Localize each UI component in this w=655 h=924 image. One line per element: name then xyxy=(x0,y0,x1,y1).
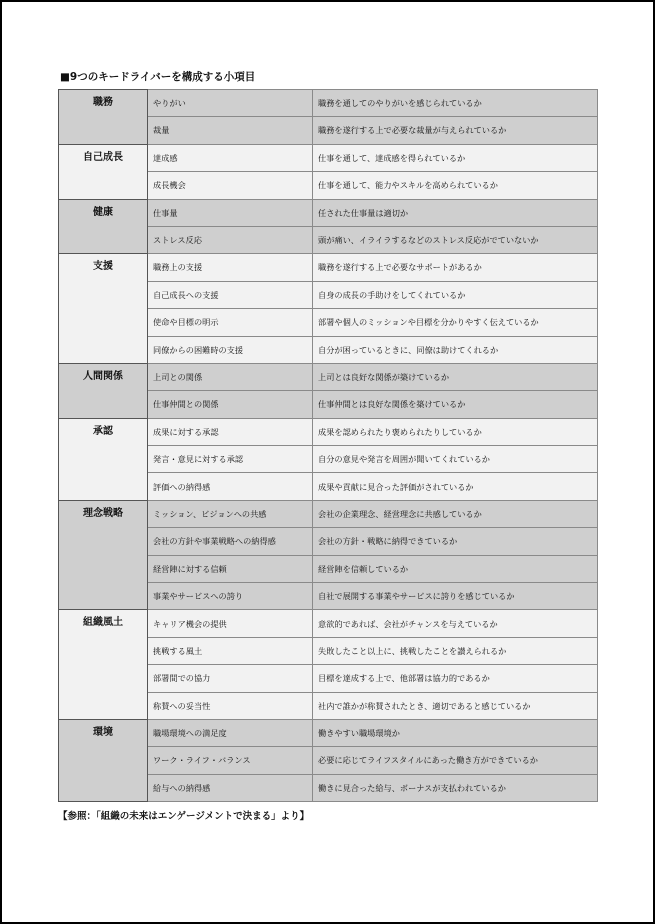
driver-name: 自己成長 xyxy=(59,144,148,199)
driver-name: 組織風土 xyxy=(59,610,148,720)
sub-item-label: 事業やサービスへの誇り xyxy=(148,583,313,610)
sub-item-description: 仕事仲間とは良好な関係を築けているか xyxy=(313,391,598,418)
sub-item-description: 働きやすい職場環境か xyxy=(313,719,598,746)
sub-item-description: 失敗したこと以上に、挑戦したことを讃えられるか xyxy=(313,637,598,664)
sub-item-description: 成果や貢献に見合った評価がされているか xyxy=(313,473,598,500)
sub-item-label: 職務上の支援 xyxy=(148,254,313,281)
source-note: 【参照：「組織の未来はエンゲージメントで決まる」より】 xyxy=(58,811,310,822)
driver-name: 健康 xyxy=(59,199,148,254)
driver-name: 理念戦略 xyxy=(59,500,148,610)
table-row xyxy=(59,500,598,527)
sub-item-description: 成果を認められたり褒められたりしているか xyxy=(313,418,598,445)
sub-item-label: ワーク・ライフ・バランス xyxy=(148,747,313,774)
sub-item-label: 部署間での協力 xyxy=(148,665,313,692)
sub-item-description: 働きに見合った給与、ボーナスが支払われているか xyxy=(313,774,598,801)
sub-item-label: やりがい xyxy=(148,90,313,117)
key-driver-table xyxy=(58,89,598,802)
sub-item-label: 会社の方針や事業戦略への納得感 xyxy=(148,528,313,555)
sub-item-label: 裁量 xyxy=(148,117,313,144)
sub-item-description: 職務を遂行する上で必要な裁量が与えられているか xyxy=(313,117,598,144)
driver-name: 人間関係 xyxy=(59,363,148,418)
table-row xyxy=(59,90,598,117)
table-row xyxy=(59,254,598,281)
table-row xyxy=(59,610,598,637)
sub-item-label: 成果に対する承認 xyxy=(148,418,313,445)
sub-item-description: 自分が困っているときに、同僚は助けてくれるか xyxy=(313,336,598,363)
sub-item-description: 仕事を通して、達成感を得られているか xyxy=(313,144,598,171)
sub-item-description: 上司とは良好な関係が築けているか xyxy=(313,363,598,390)
sub-item-label: 評価への納得感 xyxy=(148,473,313,500)
sub-item-description: 意欲的であれば、会社がチャンスを与えているか xyxy=(313,610,598,637)
driver-name: 職務 xyxy=(59,90,148,145)
table-row xyxy=(59,719,598,746)
sub-item-label: 給与への納得感 xyxy=(148,774,313,801)
page-title: ■9つのキードライバーを構成する小項目 xyxy=(60,71,256,83)
driver-name: 支援 xyxy=(59,254,148,364)
driver-name: 承認 xyxy=(59,418,148,500)
sub-item-description: 経営陣を信頼しているか xyxy=(313,555,598,582)
sub-item-description: 自身の成長の手助けをしてくれているか xyxy=(313,281,598,308)
sub-item-label: 職場環境への満足度 xyxy=(148,719,313,746)
sub-item-description: 会社の方針・戦略に納得できているか xyxy=(313,528,598,555)
sub-item-label: 自己成長への支援 xyxy=(148,281,313,308)
sub-item-description: 自分の意見や発言を周囲が聞いてくれているか xyxy=(313,446,598,473)
sub-item-label: 上司との関係 xyxy=(148,363,313,390)
sub-item-description: 部署や個人のミッションや目標を分かりやすく伝えているか xyxy=(313,309,598,336)
sub-item-label: 達成感 xyxy=(148,144,313,171)
table-row xyxy=(59,418,598,445)
sub-item-label: 同僚からの困難時の支援 xyxy=(148,336,313,363)
sub-item-label: 成長機会 xyxy=(148,172,313,199)
sub-item-description: 頭が痛い、イライラするなどのストレス反応がでていないか xyxy=(313,226,598,253)
sub-item-description: 仕事を通して、能力やスキルを高められているか xyxy=(313,172,598,199)
sub-item-label: 挑戦する風土 xyxy=(148,637,313,664)
sub-item-label: ストレス反応 xyxy=(148,226,313,253)
sub-item-label: キャリア機会の提供 xyxy=(148,610,313,637)
sub-item-description: 職務を遂行する上で必要なサポートがあるか xyxy=(313,254,598,281)
sub-item-label: 仕事仲間との関係 xyxy=(148,391,313,418)
sub-item-label: 称賛への妥当性 xyxy=(148,692,313,719)
sub-item-label: 仕事量 xyxy=(148,199,313,226)
sub-item-label: ミッション、ビジョンへの共感 xyxy=(148,500,313,527)
sub-item-description: 必要に応じてライフスタイルにあった働き方ができているか xyxy=(313,747,598,774)
table-row xyxy=(59,144,598,171)
sub-item-label: 発言・意見に対する承認 xyxy=(148,446,313,473)
table-row xyxy=(59,363,598,390)
driver-name: 環境 xyxy=(59,719,148,801)
sub-item-description: 会社の企業理念、経営理念に共感しているか xyxy=(313,500,598,527)
sub-item-description: 目標を達成する上で、他部署は協力的であるか xyxy=(313,665,598,692)
sub-item-label: 経営陣に対する信頼 xyxy=(148,555,313,582)
sub-item-description: 社内で誰かが称賛されたとき、適切であると感じているか xyxy=(313,692,598,719)
sub-item-description: 自社で展開する事業やサービスに誇りを感じているか xyxy=(313,583,598,610)
sub-item-description: 任された仕事量は適切か xyxy=(313,199,598,226)
table-row xyxy=(59,199,598,226)
sub-item-label: 使命や目標の明示 xyxy=(148,309,313,336)
sub-item-description: 職務を通してのやりがいを感じられているか xyxy=(313,90,598,117)
